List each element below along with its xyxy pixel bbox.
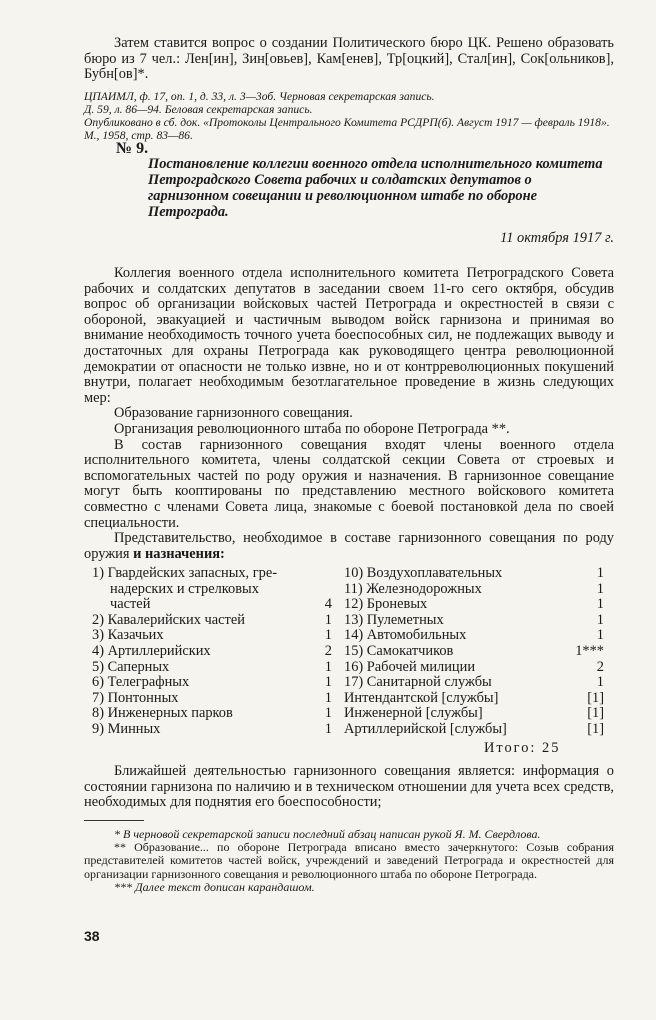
doc-date: 11 октября 1917 г.	[500, 230, 614, 246]
list-item-value: 1	[324, 705, 332, 722]
list-item	[344, 566, 604, 582]
archive-ref-line: ЦПАИМЛ, ф. 17, оп. 1, д. 33, л. 3—3об. Черновая секретарская запись.	[84, 90, 435, 103]
list-item	[92, 644, 332, 660]
list-item-label: 11) Железнодорожных	[344, 580, 482, 597]
list-item	[92, 660, 332, 676]
footnote: *** Далее текст дописан карандашом.	[114, 879, 315, 894]
list-item-value: 1	[596, 674, 604, 691]
list-item-label: 12) Броневых	[344, 596, 428, 613]
list-item-value: [1]	[587, 720, 604, 737]
list-item	[344, 582, 604, 598]
list-item-value: 1	[596, 611, 604, 628]
list-item-value: 1	[324, 674, 332, 691]
list-item-label: 14) Автомобильных	[344, 627, 467, 644]
list-item	[92, 675, 332, 691]
body-paragraph-text: Представительство, необходимое в составе гарнизонного совещания по роду оружия	[84, 530, 614, 562]
list-item-label: 4) Артиллерийских	[92, 642, 211, 659]
list-item	[92, 582, 332, 598]
list-item	[92, 566, 332, 582]
list-item-value: [1]	[587, 689, 604, 706]
list-item-value: [1]	[587, 705, 604, 722]
list-item	[92, 706, 332, 722]
total-line: Итого: 25	[484, 740, 561, 756]
list-item	[92, 691, 332, 707]
list-item-value: 2	[596, 658, 604, 675]
list-item	[92, 628, 332, 644]
page-number: 38	[84, 928, 100, 944]
list-item-label: 5) Саперных	[92, 658, 170, 675]
list-item	[344, 597, 604, 613]
list-item	[344, 660, 604, 676]
list-item	[92, 722, 332, 738]
measure-item: Образование гарнизонного совещания.	[114, 405, 353, 422]
archive-reference	[84, 90, 614, 142]
list-item-value: 1	[596, 580, 604, 597]
list-item-value: 4	[324, 596, 332, 613]
list-item-value: 1	[324, 627, 332, 644]
list-item-value: 1	[324, 689, 332, 706]
footnote: * В черновой секретарской записи последний абзац написан рукой Я. М. Свердлова.	[114, 827, 541, 841]
list-item-label: Артиллерийской [службы]	[344, 720, 507, 737]
list-item-value: 1	[596, 596, 604, 613]
doc-number: № 9.	[116, 140, 149, 157]
list-item	[344, 706, 604, 722]
list-item-value: 1	[324, 611, 332, 628]
list-item-value: 1***	[575, 642, 604, 659]
list-item-label: 15) Самокатчиков	[344, 642, 454, 659]
intro-paragraph-block	[84, 36, 614, 83]
footnotes	[84, 828, 614, 894]
archive-ref-line: Д. 59, л. 86—94. Беловая секретарская запись.	[84, 103, 313, 116]
list-item-value: 1	[324, 658, 332, 675]
body-paragraph-bold: и назначения:	[133, 545, 225, 562]
last-paragraph-block	[84, 764, 614, 811]
doc-title: Постановление коллегии военного отдела исполнительного комитета Петроградского Совета рабочих и солдатских депутатов о гарнизонном совещании и революционном штабе по обороне Петрограда.	[148, 156, 603, 220]
list-item-label: 10) Воздухоплавательных	[344, 565, 503, 581]
list-item	[92, 613, 332, 629]
list-item-label: 8) Инженерных парков	[92, 705, 233, 722]
footnote: ** Образование... по обороне Петрограда вписано вместо зачеркнутого: Созыв собрания представителей комитетов частей войск, учреждений и заведений Петрограда и окрестностей для организации гарнизонного совещания и революционного штаба по обороне Петрограда.	[84, 840, 614, 881]
list-item	[92, 597, 332, 613]
list-item-value: 1	[596, 565, 604, 581]
list-item-label: 1) Гвардейских запасных, гре-	[92, 565, 278, 581]
body-paragraph	[84, 531, 614, 562]
list-item	[344, 644, 604, 660]
list-item-label: надерских и стрелковых	[110, 580, 259, 597]
body-paragraph: В состав гарнизонного совещания входят члены военного отдела исполнительного комитета, члены солдатской секции Совета от строевых и вспомогательных частей по роду оружия и назначения. В гарнизонное совещание могут быть кооптированы по представлению местного войскового комитета совместно с членами Совета лица, знакомые с боевой постановкой дела по своей специальности.	[84, 436, 614, 531]
list-item	[344, 675, 604, 691]
list-item-label: 6) Телеграфных	[92, 674, 190, 691]
list-item-label: Интендантской [службы]	[344, 689, 499, 706]
intro-paragraph: Затем ставится вопрос о создании Политического бюро ЦК. Решено образовать бюро из 7 чел.: Лен[ин], Зин[овьев], Кам[енев], Тр[оцкий], Стал[ин], Сок[ольников], Бубн[ов]*.	[84, 35, 614, 83]
list-item-label: 2) Кавалерийских частей	[92, 611, 245, 628]
list-item-label: частей	[110, 596, 151, 613]
list-item-label: 9) Минных	[92, 720, 161, 737]
list-item-label: 16) Рабочей милиции	[344, 658, 476, 675]
list-item-value: 1	[596, 627, 604, 644]
list-item-label: 3) Казачьих	[92, 627, 164, 644]
list-item-value: 2	[324, 642, 332, 659]
last-paragraph: Ближайшей деятельностью гарнизонного совещания является: информация о состоянии гарнизона по наличию и в техническом отношении для учета всех средств, необходимых для поднятия его боеспособности;	[84, 763, 614, 811]
list-item-label: 13) Пулеметных	[344, 611, 444, 628]
list-item-label: 17) Санитарной службы	[344, 674, 492, 691]
list-item	[344, 691, 604, 707]
doc-header	[84, 140, 614, 247]
right-list	[344, 566, 604, 738]
list-item-label: Инженерной [службы]	[344, 705, 483, 722]
body-text	[84, 266, 614, 562]
list-item	[344, 613, 604, 629]
list-item	[344, 628, 604, 644]
measure-item: Организация революционного штаба по обороне Петрограда **.	[114, 420, 510, 437]
list-item-label: 7) Понтонных	[92, 689, 179, 706]
list-item-value: 1	[324, 720, 332, 737]
list-item	[344, 722, 604, 738]
left-list	[92, 566, 332, 738]
footnote-rule	[84, 820, 144, 821]
body-paragraph: Коллегия военного отдела исполнительного комитета Петроградского Совета рабочих и солдатских депутатов в заседании своем 11-го сего октября, обсудив вопрос об организации войсковых частей Петрограда и окрестностей в связи с обороной, эвакуацией и частичным выводом войск гарнизона и принимая во внимание необходимость точного учета боеспособных сил, не подлежащих выводу и достаточных для охраны Петрограда как руководящего центра революционной демократии от опасности не только извне, но и от контрреволюционных покушений внутри, полагает необходимым безотлагательное проведение в жизнь следующих мер:	[84, 265, 614, 406]
archive-ref-line: Опубликовано в сб. док. «Протоколы Центрального Комитета РСДРП(б). Август 1917 — февраль 1918». М., 1958, стр. 83—86.	[84, 116, 610, 142]
